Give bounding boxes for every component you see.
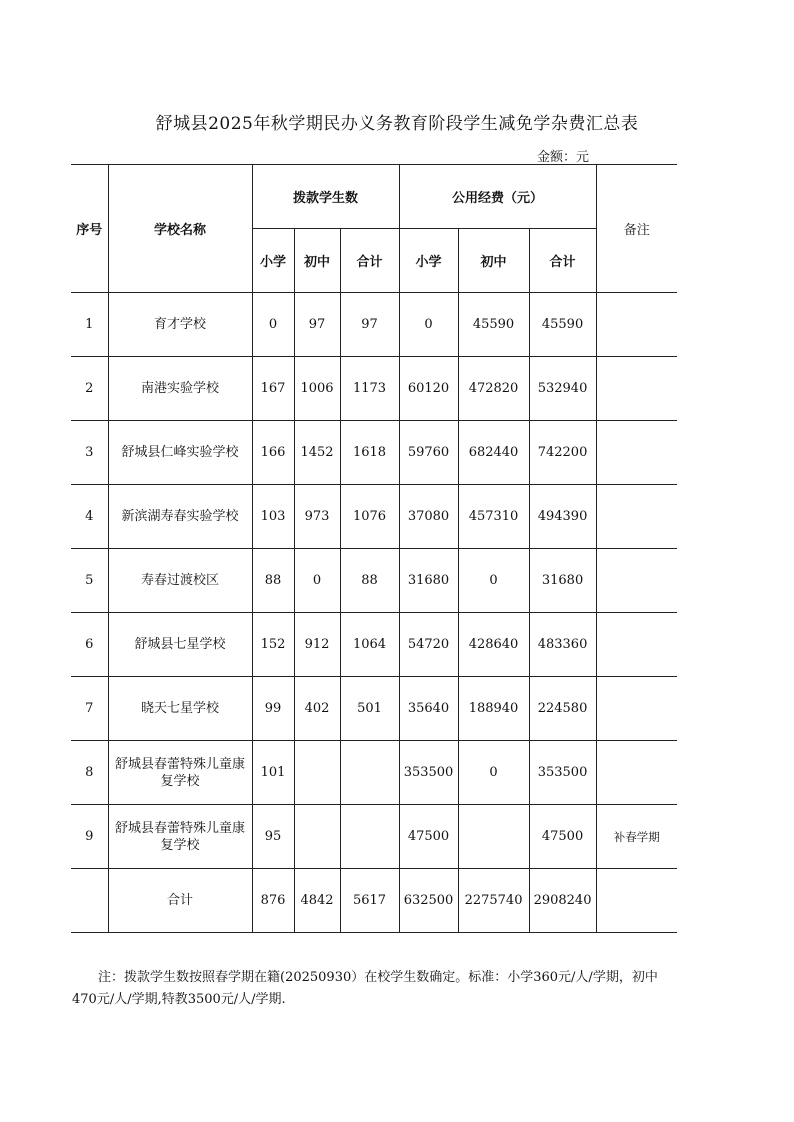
header-index: 序号 — [71, 165, 108, 293]
cell-students-total: 1076 — [340, 485, 399, 549]
cell-funds-total: 224580 — [529, 677, 596, 741]
cell-remark — [596, 677, 677, 741]
table-row — [71, 485, 677, 549]
cell-students-junior: 402 — [294, 677, 340, 741]
cell-index — [71, 869, 108, 933]
cell-students-primary: 103 — [252, 485, 294, 549]
document-title: 舒城县2025年秋学期民办义务教育阶段学生减免学杂费汇总表 — [155, 114, 639, 134]
cell-remark — [596, 741, 677, 805]
cell-funds-primary: 47500 — [399, 805, 458, 869]
cell-remark — [596, 485, 677, 549]
cell-students-junior: 1006 — [294, 357, 340, 421]
header-school: 学校名称 — [108, 165, 252, 293]
cell-funds-total: 353500 — [529, 741, 596, 805]
cell-remark — [596, 869, 677, 933]
unit-label: 金额：元 — [537, 150, 590, 165]
cell-index: 4 — [71, 485, 108, 549]
cell-remark — [596, 613, 677, 677]
cell-funds-junior: 457310 — [458, 485, 529, 549]
cell-school: 舒城县春蕾特殊儿童康复学校 — [108, 805, 252, 869]
cell-funds-primary: 60120 — [399, 357, 458, 421]
cell-students-junior: 97 — [294, 293, 340, 357]
cell-remark: 补春学期 — [596, 805, 677, 869]
total-row — [71, 869, 677, 933]
header-funds-junior: 初中 — [458, 229, 529, 293]
header-funds-total: 合计 — [529, 229, 596, 293]
cell-school: 舒城县七星学校 — [108, 613, 252, 677]
header-remark: 备注 — [596, 165, 677, 293]
cell-funds-total: 47500 — [529, 805, 596, 869]
cell-remark — [596, 421, 677, 485]
cell-students-junior: 0 — [294, 549, 340, 613]
cell-funds-total: 31680 — [529, 549, 596, 613]
cell-funds-junior: 45590 — [458, 293, 529, 357]
cell-students-total — [340, 741, 399, 805]
cell-funds-junior: 428640 — [458, 613, 529, 677]
table-row — [71, 805, 677, 869]
header-funds-primary: 小学 — [399, 229, 458, 293]
cell-funds-primary: 632500 — [399, 869, 458, 933]
cell-students-junior: 1452 — [294, 421, 340, 485]
table-row — [71, 613, 677, 677]
table-row — [71, 421, 677, 485]
cell-students-total: 1618 — [340, 421, 399, 485]
cell-students-junior: 912 — [294, 613, 340, 677]
header-students-group: 拨款学生数 — [252, 165, 399, 229]
cell-funds-total: 742200 — [529, 421, 596, 485]
cell-students-junior: 4842 — [294, 869, 340, 933]
cell-school: 舒城县仁峰实验学校 — [108, 421, 252, 485]
cell-index: 3 — [71, 421, 108, 485]
cell-students-primary: 0 — [252, 293, 294, 357]
header-students-total: 合计 — [340, 229, 399, 293]
cell-students-primary: 152 — [252, 613, 294, 677]
cell-funds-primary: 37080 — [399, 485, 458, 549]
cell-index: 9 — [71, 805, 108, 869]
header-students-junior: 初中 — [294, 229, 340, 293]
cell-funds-primary: 59760 — [399, 421, 458, 485]
cell-index: 7 — [71, 677, 108, 741]
cell-funds-primary: 353500 — [399, 741, 458, 805]
table-row — [71, 549, 677, 613]
cell-funds-total: 494390 — [529, 485, 596, 549]
cell-students-primary: 167 — [252, 357, 294, 421]
header-funds-group: 公用经费（元） — [399, 165, 596, 229]
table-row — [71, 293, 677, 357]
cell-students-primary: 95 — [252, 805, 294, 869]
cell-students-total: 97 — [340, 293, 399, 357]
cell-funds-junior: 0 — [458, 741, 529, 805]
cell-students-primary: 88 — [252, 549, 294, 613]
cell-students-primary: 876 — [252, 869, 294, 933]
cell-index: 2 — [71, 357, 108, 421]
cell-funds-total: 2908240 — [529, 869, 596, 933]
cell-students-junior: 973 — [294, 485, 340, 549]
cell-school: 舒城县春蕾特殊儿童康复学校 — [108, 741, 252, 805]
cell-index: 5 — [71, 549, 108, 613]
cell-students-total: 1173 — [340, 357, 399, 421]
cell-funds-junior: 682440 — [458, 421, 529, 485]
cell-school: 寿春过渡校区 — [108, 549, 252, 613]
cell-funds-total: 483360 — [529, 613, 596, 677]
cell-funds-junior: 2275740 — [458, 869, 529, 933]
footnote: 注：拨款学生数按照春学期在籍(20250930）在校学生数确定。标准：小学360元/人/学期，初中470元/人/学期,特教3500元/人/学期. — [72, 970, 658, 1007]
cell-remark — [596, 293, 677, 357]
cell-funds-primary: 31680 — [399, 549, 458, 613]
cell-students-primary: 166 — [252, 421, 294, 485]
cell-students-total: 1064 — [340, 613, 399, 677]
cell-school: 晓天七星学校 — [108, 677, 252, 741]
table-row — [71, 741, 677, 805]
summary-table — [71, 164, 677, 933]
cell-students-total — [340, 805, 399, 869]
cell-students-junior — [294, 805, 340, 869]
cell-funds-total: 532940 — [529, 357, 596, 421]
cell-funds-primary: 0 — [399, 293, 458, 357]
cell-funds-junior: 0 — [458, 549, 529, 613]
header-students-primary: 小学 — [252, 229, 294, 293]
table-row — [71, 357, 677, 421]
cell-remark — [596, 357, 677, 421]
cell-funds-total: 45590 — [529, 293, 596, 357]
cell-school: 育才学校 — [108, 293, 252, 357]
cell-funds-primary: 54720 — [399, 613, 458, 677]
cell-funds-junior — [458, 805, 529, 869]
table-row — [71, 677, 677, 741]
cell-funds-primary: 35640 — [399, 677, 458, 741]
cell-students-junior — [294, 741, 340, 805]
cell-students-total: 88 — [340, 549, 399, 613]
cell-total-label: 合计 — [108, 869, 252, 933]
cell-students-total: 501 — [340, 677, 399, 741]
cell-index: 8 — [71, 741, 108, 805]
cell-index: 1 — [71, 293, 108, 357]
cell-school: 新滨湖寿春实验学校 — [108, 485, 252, 549]
cell-remark — [596, 549, 677, 613]
cell-students-primary: 101 — [252, 741, 294, 805]
cell-funds-junior: 472820 — [458, 357, 529, 421]
cell-index: 6 — [71, 613, 108, 677]
cell-funds-junior: 188940 — [458, 677, 529, 741]
cell-students-total: 5617 — [340, 869, 399, 933]
cell-school: 南港实验学校 — [108, 357, 252, 421]
cell-students-primary: 99 — [252, 677, 294, 741]
